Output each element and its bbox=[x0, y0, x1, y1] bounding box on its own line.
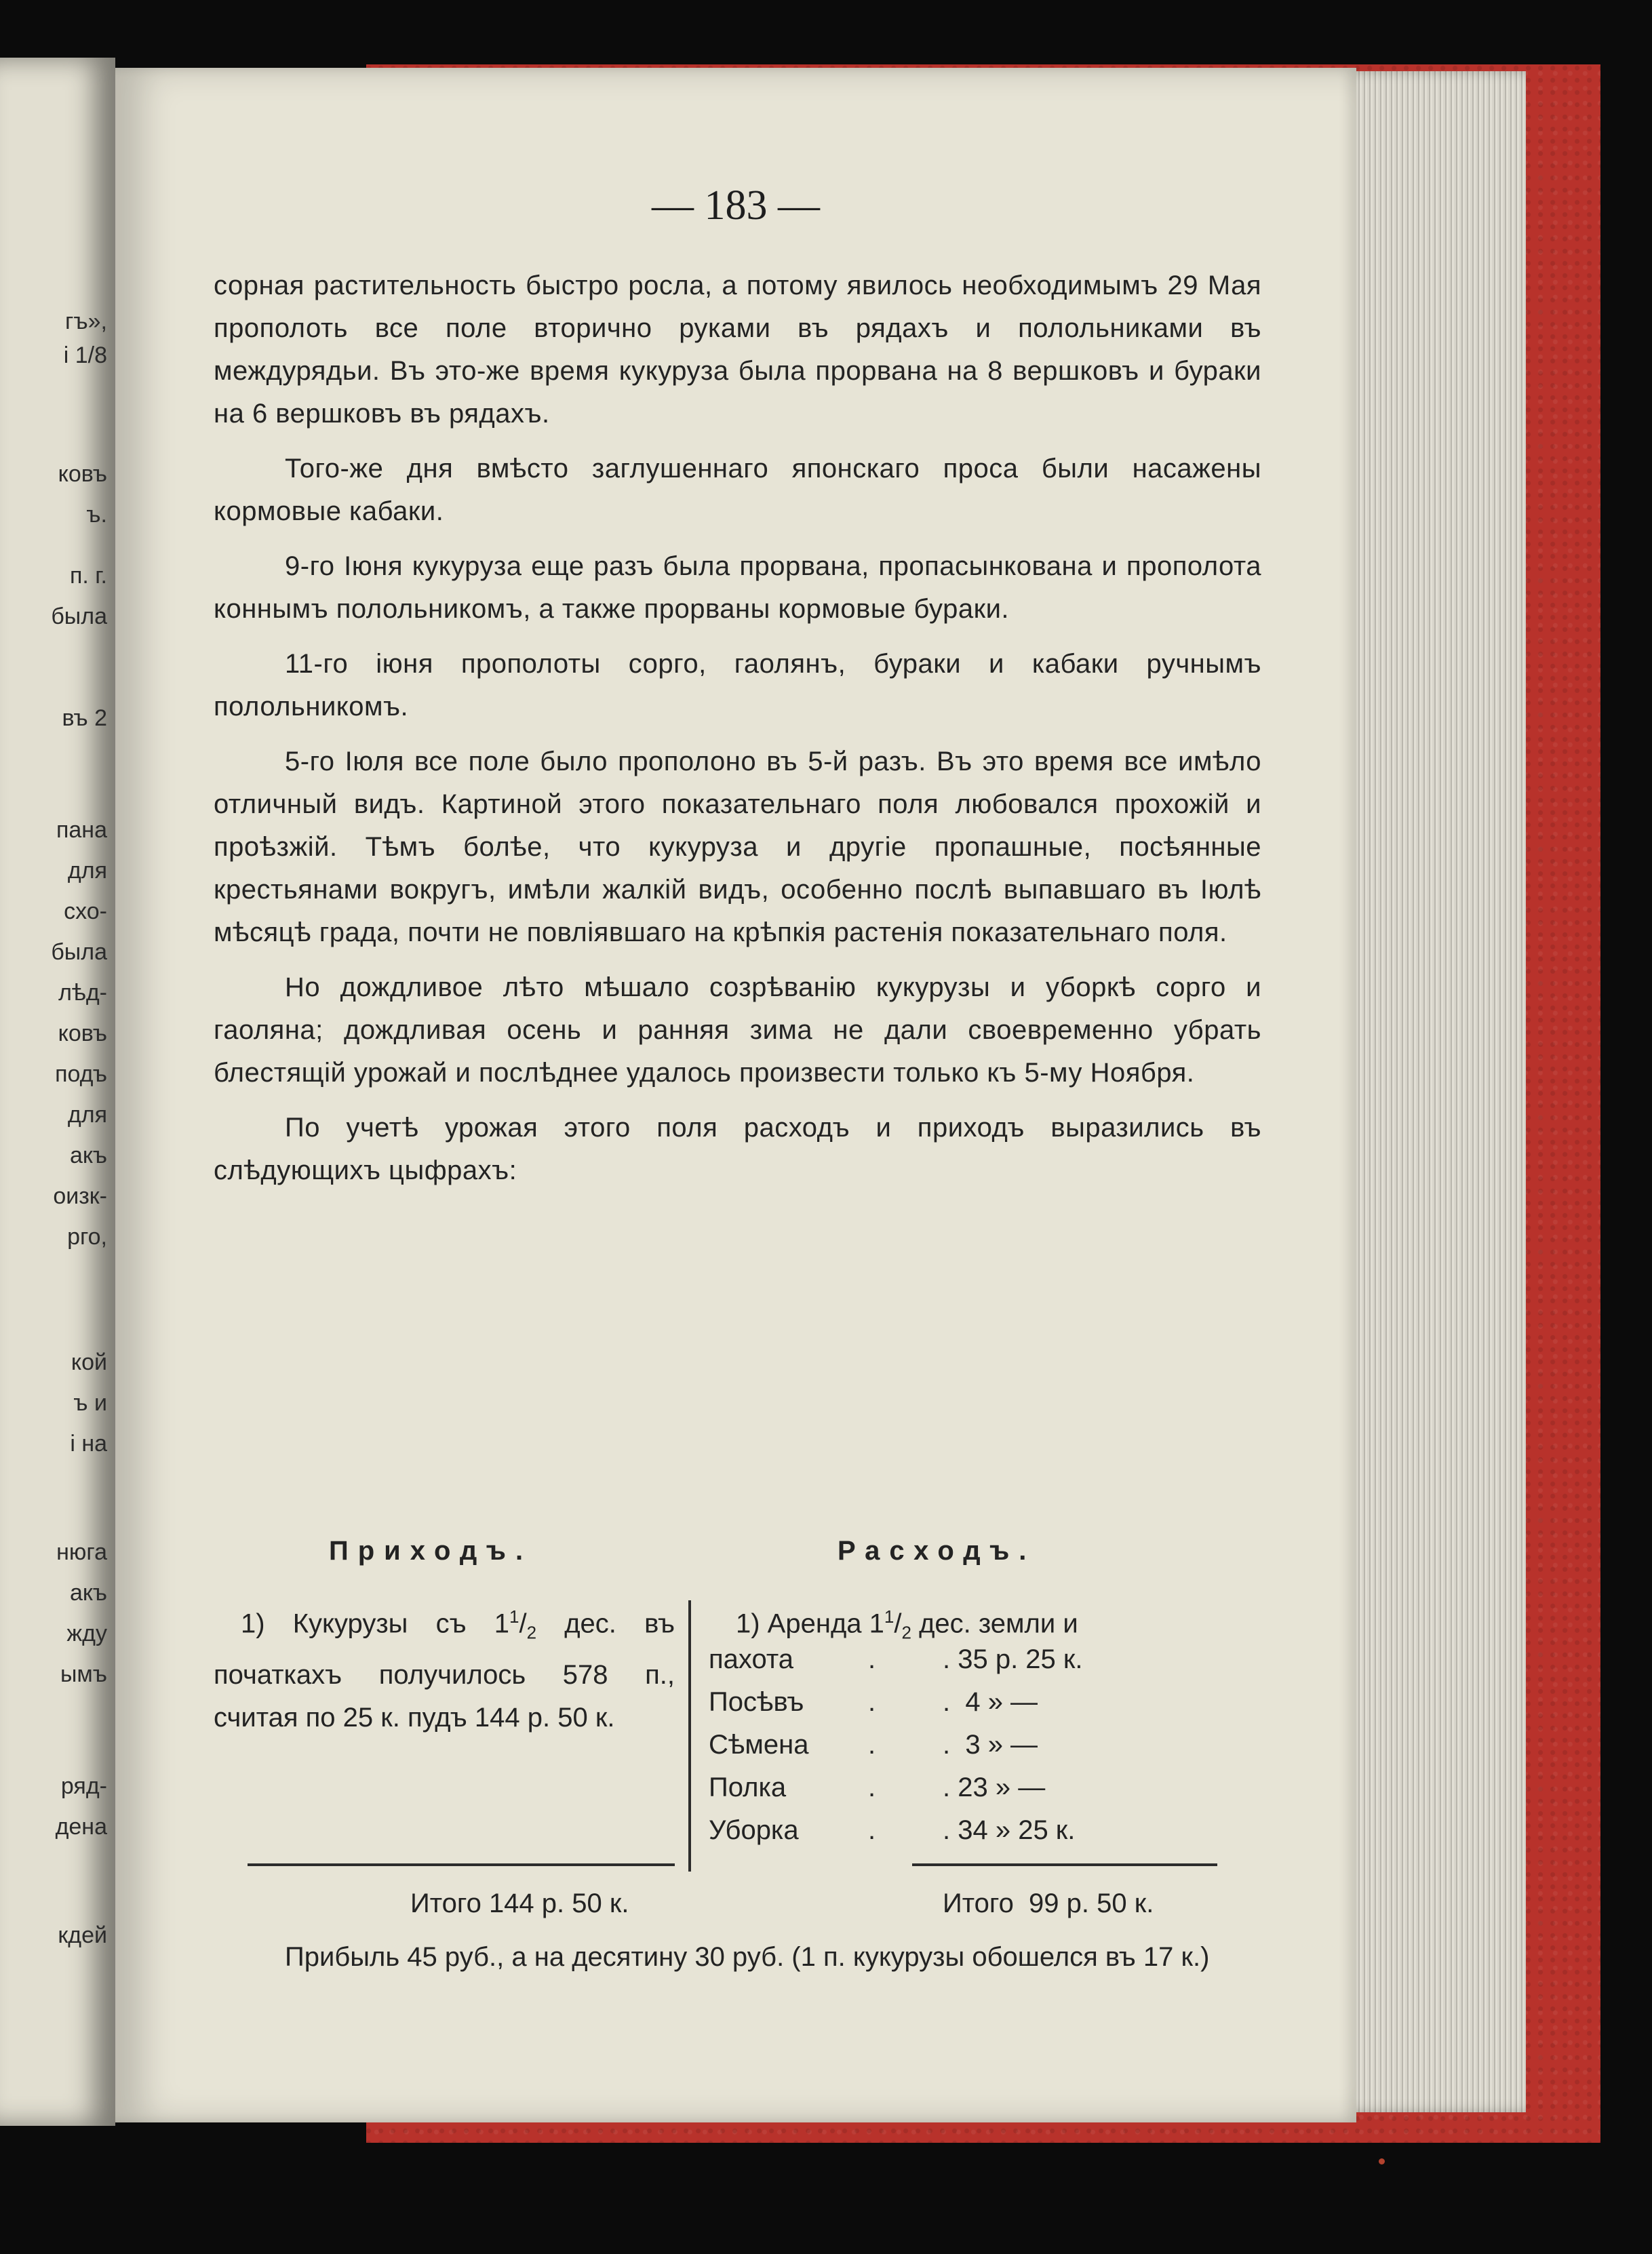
income-entry: 1) Кукурузы съ $1^1/_2$ дес. въ початкахъ получилось 578 п., считая по 25 к. пудъ 144 р. 50 к. bbox=[214, 1606, 675, 1733]
income-heading: Приходъ. bbox=[329, 1536, 533, 1566]
facing-page-fragment: была bbox=[51, 939, 107, 965]
facing-page-fragment: акъ bbox=[69, 1580, 107, 1606]
leader-dot: . bbox=[868, 1687, 876, 1717]
paragraph: 11-го іюня прополоты сорго, гаолянъ, бураки и кабаки ручнымъ полольникомъ. bbox=[214, 649, 1261, 721]
facing-page-fragment: гъ», bbox=[64, 309, 107, 334]
facing-page bbox=[0, 58, 115, 2126]
expense-lease-start: 1) Аренда 1 bbox=[736, 1608, 884, 1639]
expense-heading: Расходъ. bbox=[838, 1536, 1036, 1566]
facing-page-fragment: і 1/8 bbox=[63, 342, 107, 368]
facing-page-fragment: дена bbox=[55, 1814, 107, 1840]
paragraph: Того-же дня вмѣсто заглушеннаго японскаго проса были насажены кормовые кабаки. bbox=[214, 454, 1261, 526]
expense-label: Посѣвъ bbox=[709, 1687, 804, 1717]
facing-page-fragment: акъ bbox=[69, 1143, 107, 1168]
facing-page-fragment: ряд- bbox=[60, 1773, 107, 1799]
facing-page-fragment: рго, bbox=[67, 1224, 107, 1250]
facing-page-fragment: для bbox=[67, 1102, 107, 1128]
facing-page-fragment: п. г. bbox=[69, 563, 107, 589]
expense-lease-end: дес. земли и bbox=[911, 1608, 1078, 1639]
expense-total-rule bbox=[912, 1863, 1217, 1866]
fraction-numerator: 1 bbox=[509, 1606, 519, 1627]
leader-dot: . bbox=[868, 1773, 876, 1802]
expense-row bbox=[709, 1681, 1261, 1724]
expense-row bbox=[709, 1809, 1261, 1852]
expense-value: . 4 » — bbox=[943, 1687, 1038, 1717]
facing-page-fragment: ъ и bbox=[73, 1390, 107, 1416]
expense-row-lease: 1) Аренда $1^1/_2$ дес. земли и bbox=[736, 1606, 1078, 1643]
income-total-rule bbox=[248, 1863, 675, 1866]
profit-text: Прибыль 45 руб., а на десятину 30 руб. (1 п. кукурузы обошелся въ 17 к.) bbox=[285, 1942, 1210, 1972]
paragraph: 5-го Іюля все поле было прополоно въ 5-й разъ. Въ это время все имѣло отличный видъ. Картиной этого показательнаго поля любовался прохожій и проѣзжій. Тѣмъ болѣе, что кукуруза и другіе пропашные, посѣянные крестьянами вокругъ, имѣли жалкій видъ, особенно послѣ выпавшаго въ Іюлѣ мѣсяцѣ града, почти не повліявшаго на крѣпкія растенія показательнаго поля. bbox=[214, 747, 1261, 947]
expense-label: пахота bbox=[709, 1644, 793, 1674]
expense-value: . 23 » — bbox=[943, 1773, 1046, 1802]
paragraph: По учетѣ урожая этого поля расходъ и приходъ выразились въ слѣдующихъ цыфрахъ: bbox=[214, 1113, 1261, 1185]
expense-entries bbox=[709, 1596, 1261, 1852]
paragraph: Но дождливое лѣто мѣшало созрѣванію кукурузы и уборкѣ сорго и гаоляна; дождливая осень и ранняя зима не дали своевременно убрать блестящій урожай и послѣднее удалось произвести только къ 5-му Ноября. bbox=[214, 972, 1261, 1088]
expense-row bbox=[709, 1724, 1261, 1766]
expense-value: . 34 » 25 к. bbox=[943, 1815, 1076, 1845]
facing-page-fragment: ковъ bbox=[58, 461, 107, 487]
facing-page-fragment: для bbox=[67, 858, 107, 884]
facing-page-fragment: кой bbox=[71, 1349, 107, 1375]
book-page bbox=[115, 68, 1356, 2122]
body-text bbox=[214, 264, 1261, 1204]
facing-page-fragment: і на bbox=[70, 1431, 107, 1457]
facing-page-fragment: ъ. bbox=[86, 502, 107, 528]
expense-total: Итого 99 р. 50 к. bbox=[943, 1889, 1154, 1918]
facing-page-fragment: нюга bbox=[56, 1539, 107, 1565]
profit-paragraph bbox=[214, 1936, 1261, 1979]
expense-label: Полка bbox=[709, 1773, 787, 1802]
facing-page-fragment: лѣд- bbox=[58, 980, 107, 1006]
paragraph: сорная растительность быстро росла, а потому явилось необходимымъ 29 Мая прополоть все поле вторично руками въ рядахъ и полольниками въ междурядьи. Въ это-же время кукуруза была прорвана на 8 вершковъ и бураки на 6 вершковъ въ рядахъ. bbox=[214, 271, 1261, 429]
expense-row bbox=[709, 1638, 1261, 1681]
page-stack-edge bbox=[1329, 71, 1526, 2112]
facing-page-fragment: схо- bbox=[64, 898, 107, 924]
facing-page-fragment: ковъ bbox=[58, 1021, 107, 1046]
page-number: — 183 — bbox=[652, 182, 820, 229]
facing-page-fragment: подъ bbox=[55, 1061, 107, 1087]
leader-dot: . bbox=[868, 1644, 876, 1674]
facing-page-fragment: пана bbox=[56, 817, 107, 843]
facing-page-fragment: въ 2 bbox=[62, 705, 107, 731]
income-item-end: дес. въ початкахъ получилось 578 п., считая по 25 к. пудъ 144 р. 50 к. bbox=[214, 1608, 675, 1733]
expense-row bbox=[709, 1766, 1261, 1809]
facing-page-fragment: ымъ bbox=[60, 1661, 107, 1687]
expense-label: Сѣмена bbox=[709, 1730, 809, 1760]
facing-page-fragment: кдей bbox=[58, 1922, 107, 1948]
facing-page-fragment: жду bbox=[66, 1621, 107, 1646]
leader-dot: . bbox=[868, 1730, 876, 1760]
leader-dot: . bbox=[868, 1815, 876, 1845]
column-divider bbox=[688, 1600, 691, 1872]
accounts-table bbox=[214, 1536, 1261, 1916]
expense-value: . 35 р. 25 к. bbox=[943, 1644, 1083, 1674]
facing-page-fragment: была bbox=[51, 604, 107, 629]
facing-page-fragment: оизк- bbox=[53, 1183, 107, 1209]
income-item-start: 1) Кукурузы съ 1 bbox=[241, 1608, 509, 1639]
expense-value: . 3 » — bbox=[943, 1730, 1038, 1760]
fraction-denominator: 2 bbox=[526, 1622, 537, 1643]
paragraph: 9-го Іюня кукуруза еще разъ была прорвана, пропасынкована и прополота коннымъ полольникомъ, а также прорваны кормовые бураки. bbox=[214, 551, 1261, 624]
expense-label: Уборка bbox=[709, 1815, 799, 1845]
income-total: Итого 144 р. 50 к. bbox=[410, 1889, 629, 1918]
paper-speck bbox=[1379, 2158, 1385, 2164]
